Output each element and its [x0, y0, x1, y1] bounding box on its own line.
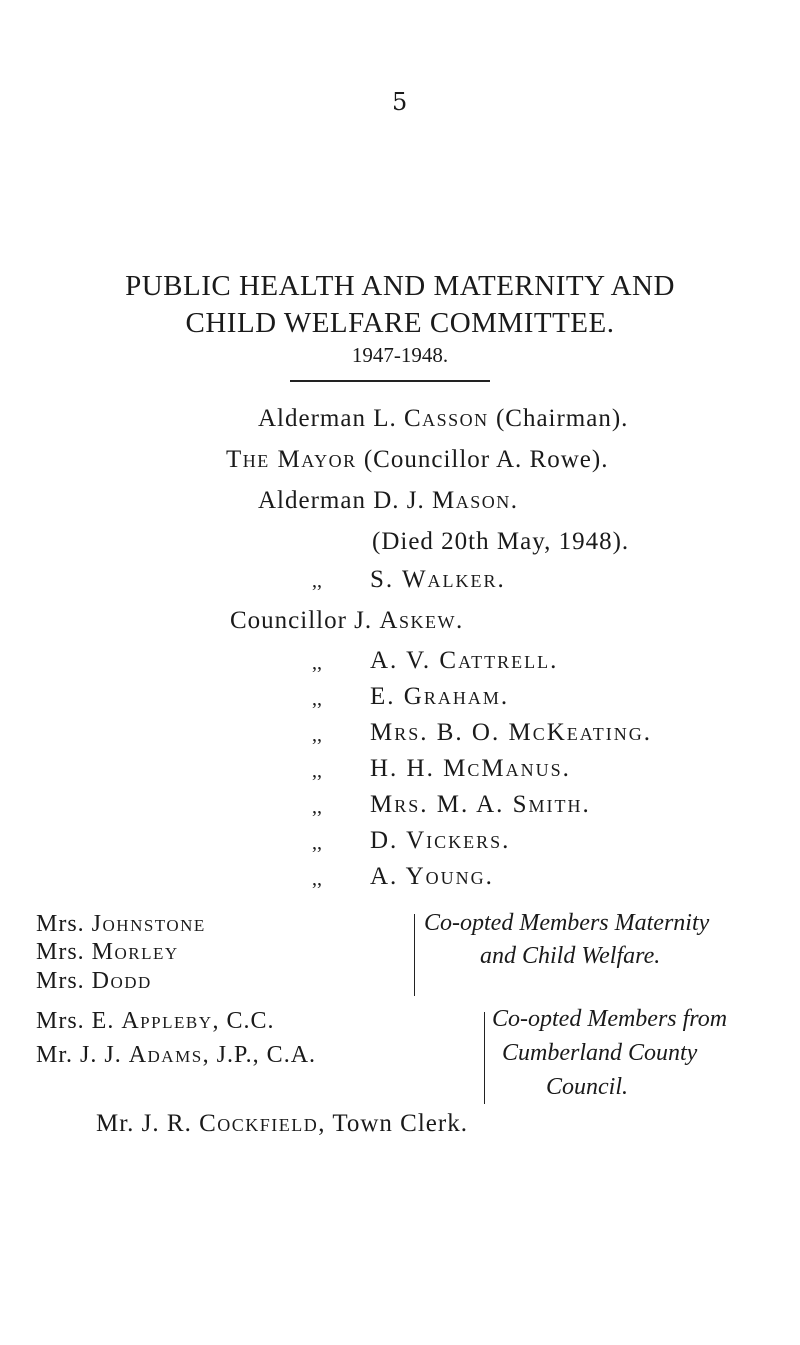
ditto-mark: ,, — [312, 570, 322, 592]
committee-year: 1947-1948. — [351, 343, 449, 367]
ditto-mark: ,, — [312, 796, 322, 818]
coopted-maternity-note-2: and Child Welfare. — [480, 943, 661, 969]
ditto-mark: ,, — [312, 760, 322, 782]
member-walker: S. Walker. — [370, 566, 506, 593]
coopted-cumberland-note-3: Council. — [546, 1074, 628, 1100]
ditto-mark: ,, — [312, 652, 322, 674]
member-councillor: A. V. Cattrell. — [370, 647, 559, 674]
ditto-mark: ,, — [312, 724, 322, 746]
coopted-member: Mrs. E. Appleby, C.C. — [36, 1008, 275, 1034]
member-councillor: H. H. McManus. — [370, 755, 571, 782]
bracket — [484, 1012, 485, 1104]
member-chairman: Alderman L. Casson (Chairman). — [258, 405, 629, 432]
coopted-member: Mr. J. J. Adams, J.P., C.A. — [36, 1042, 317, 1068]
member-councillor: D. Vickers. — [370, 827, 511, 854]
coopted-member: Mrs. Johnstone — [36, 911, 206, 937]
ditto-mark: ,, — [312, 832, 322, 854]
bracket — [414, 914, 415, 996]
coopted-cumberland-note-1: Co-opted Members from — [492, 1006, 728, 1032]
coopted-maternity-note-1: Co-opted Members Maternity — [424, 910, 710, 936]
ditto-mark: ,, — [312, 868, 322, 890]
member-councillor: E. Graham. — [370, 683, 510, 710]
coopted-member: Mrs. Morley — [36, 939, 179, 965]
member-mayor: The Mayor (Councillor A. Rowe). — [226, 446, 609, 473]
member-askew: Councillor J. Askew. — [230, 607, 464, 634]
member-councillor: Mrs. M. A. Smith. — [370, 791, 591, 818]
member-mason-note: (Died 20th May, 1948). — [372, 528, 630, 555]
committee-title-line-2: CHILD WELFARE COMMITTEE. — [185, 307, 615, 339]
member-mason: Alderman D. J. Mason. — [258, 487, 518, 514]
page-number: 5 — [392, 88, 408, 116]
town-clerk: Mr. J. R. Cockfield, Town Clerk. — [96, 1110, 468, 1137]
member-councillor: A. Young. — [370, 863, 494, 890]
coopted-member: Mrs. Dodd — [36, 968, 152, 994]
ditto-mark: ,, — [312, 688, 322, 710]
title-divider — [290, 380, 490, 382]
coopted-cumberland-note-2: Cumberland County — [502, 1040, 698, 1066]
committee-title-line-1: PUBLIC HEALTH AND MATERNITY AND — [125, 270, 675, 302]
member-councillor: Mrs. B. O. McKeating. — [370, 719, 652, 746]
